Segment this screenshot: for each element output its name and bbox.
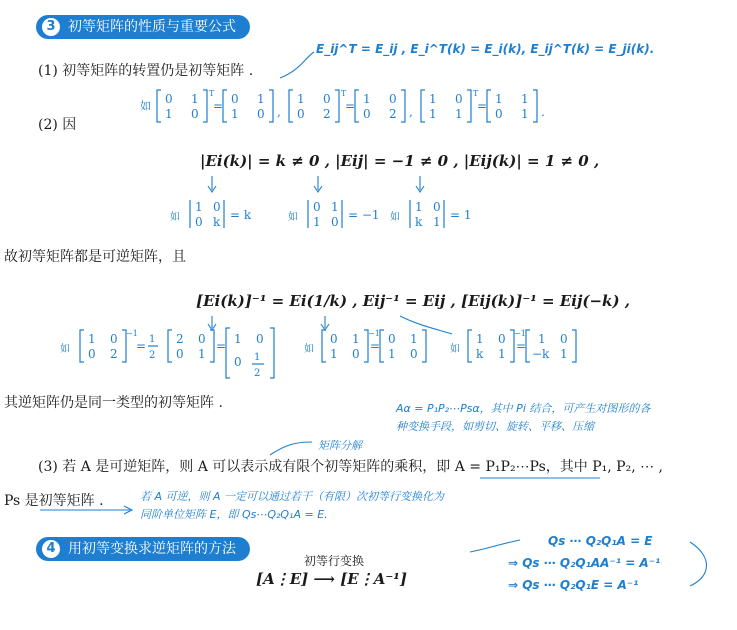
svg-text:0: 0 [498,332,506,346]
svg-text:.: . [541,105,545,119]
svg-text:=: = [345,99,356,113]
svg-text:=: = [477,99,488,113]
svg-text:0: 0 [560,332,568,346]
svg-text:0: 0 [495,107,503,121]
svg-text:0: 0 [352,347,360,361]
svg-text:T: T [341,89,347,98]
svg-text:1: 1 [476,332,484,346]
svg-text:1: 1 [352,332,360,346]
section-number-badge: 3 [42,18,60,36]
det-example-2-value: = −1 [348,208,380,222]
transpose-formulas-note: E_ij^T = E_ij , E_i^T(k) = E_i(k), E_ij^T(k) = E_ji(k). [316,42,655,56]
svg-text:1: 1 [198,347,206,361]
svg-text:0: 0 [323,92,331,106]
svg-text:2: 2 [254,368,261,379]
svg-text:1: 1 [388,347,396,361]
transform-note-line-1: Aα = P₁P₂⋯Psα，其中 Pi 结合，可产生对图形的各 [396,402,651,415]
svg-text:0: 0 [88,347,96,361]
svg-text:1: 1 [429,92,437,106]
svg-text:0: 0 [388,332,396,346]
svg-text:0: 0 [191,107,199,121]
svg-text:1: 1 [149,334,156,345]
method-label: 初等行变换 [304,554,365,568]
paragraph-1: (1) 初等矩阵的转置仍是初等矩阵 . [38,63,254,79]
svg-text:1: 1 [231,107,239,121]
svg-text:=: = [136,339,147,353]
step-2: ⇒ Qs ⋯ Q₂Q₁AA⁻¹ = A⁻¹ [508,556,661,570]
svg-text:,: , [409,105,413,119]
svg-text:−1: −1 [126,329,138,338]
svg-text:1: 1 [191,92,199,106]
svg-text:1: 1 [433,215,441,229]
paragraph-5-line-1: (3) 若 A 是可逆矩阵，则 A 可以表示成有限个初等矩阵的乘积，即 A = P₁P₂⋯Ps，其中 P₁, P₂, ⋯ , [38,459,664,475]
section-title: 用初等变换求逆矩阵的方法 [68,541,236,557]
svg-text:0: 0 [165,92,173,106]
svg-text:1: 1 [331,200,339,214]
svg-text:1: 1 [313,215,321,229]
svg-text:1: 1 [429,107,437,121]
svg-text:,: , [277,105,281,119]
svg-text:0: 0 [330,332,338,346]
svg-text:1: 1 [521,92,529,106]
svg-text:0: 0 [297,107,305,121]
example-prefix: 如 [140,99,151,113]
method-formula: [A⋮E] ⟶ [E⋮A⁻¹] [256,570,407,588]
decompose-note: 矩阵分解 [318,439,362,452]
svg-text:如: 如 [288,212,298,223]
svg-text:0: 0 [176,347,184,361]
svg-text:0: 0 [313,200,321,214]
svg-text:0: 0 [455,92,463,106]
svg-text:k: k [213,215,221,229]
svg-text:1: 1 [363,92,371,106]
svg-text:1: 1 [234,332,242,346]
inverse-line: [Ei(k)]⁻¹ = Ei(1/k) , Eij⁻¹ = Eij , [Eij(k)]⁻¹ = Eij(−k) , [196,292,630,310]
svg-text:1: 1 [297,92,305,106]
svg-text:0: 0 [389,92,397,106]
determinant-line: |Ei(k)| = k ≠ 0 , |Eij| = −1 ≠ 0 , |Eij(k)| = 1 ≠ 0 , [200,152,600,170]
svg-text:2: 2 [389,107,397,121]
svg-text:0: 0 [213,200,221,214]
paragraph-2: (2) 因 [38,117,77,133]
svg-text:0: 0 [234,355,242,369]
svg-text:T: T [473,89,479,98]
svg-text:T: T [209,89,215,98]
svg-text:=: = [216,339,227,353]
svg-text:1: 1 [560,347,568,361]
svg-text:2: 2 [110,347,118,361]
svg-text:0: 0 [410,347,418,361]
invertible-note-line-2: 同阶单位矩阵 E，即 Qs⋯Q₂Q₁A = E. [140,508,328,521]
svg-text:如: 如 [390,212,400,223]
svg-text:1: 1 [495,92,503,106]
svg-text:=: = [213,99,224,113]
svg-text:0: 0 [231,92,239,106]
svg-text:0: 0 [363,107,371,121]
svg-text:0: 0 [256,332,264,346]
paragraph-5-line-2: Ps 是初等矩阵 . [4,493,104,509]
svg-text:0: 0 [331,215,339,229]
paragraph-4: 其逆矩阵仍是同一类型的初等矩阵 . [4,395,223,411]
svg-text:1: 1 [257,92,265,106]
section-number-badge: 4 [42,540,60,558]
svg-text:0: 0 [110,332,118,346]
svg-text:1: 1 [455,107,463,121]
svg-text:如: 如 [450,344,460,355]
svg-text:−k: −k [532,347,550,361]
svg-text:2: 2 [176,332,184,346]
svg-text:1: 1 [195,200,203,214]
svg-text:−1: −1 [514,329,526,338]
svg-text:1: 1 [88,332,96,346]
svg-text:0: 0 [198,332,206,346]
svg-text:2: 2 [323,107,331,121]
paragraph-3: 故初等矩阵都是可逆矩阵，且 [4,249,186,265]
svg-text:0: 0 [433,200,441,214]
svg-text:k: k [415,215,423,229]
svg-text:=: = [516,339,527,353]
svg-text:1: 1 [498,347,506,361]
svg-text:如: 如 [170,212,180,223]
svg-text:1: 1 [410,332,418,346]
svg-text:k: k [476,347,484,361]
svg-text:如: 如 [60,344,70,355]
svg-text:如: 如 [304,344,314,355]
svg-text:1: 1 [254,352,261,363]
invertible-note-line-1: 若 A 可逆，则 A 一定可以通过若干（有限）次初等行变换化为 [140,490,445,503]
transform-note-line-2: 种变换手段，如剪切、旋转、平移、压缩 [396,420,594,433]
det-example-1-value: = k [230,208,252,222]
svg-text:1: 1 [521,107,529,121]
svg-text:0: 0 [257,107,265,121]
svg-text:2: 2 [149,350,156,361]
svg-text:0: 0 [195,215,203,229]
step-1: Qs ⋯ Q₂Q₁A = E [548,534,653,548]
svg-text:1: 1 [538,332,546,346]
svg-text:1: 1 [415,200,423,214]
svg-text:=: = [370,339,381,353]
svg-text:−1: −1 [368,329,380,338]
svg-text:1: 1 [330,347,338,361]
step-3: ⇒ Qs ⋯ Q₂Q₁E = A⁻¹ [508,578,639,592]
section-title: 初等矩阵的性质与重要公式 [68,19,236,35]
svg-text:1: 1 [165,107,173,121]
det-example-3-value: = 1 [450,208,472,222]
